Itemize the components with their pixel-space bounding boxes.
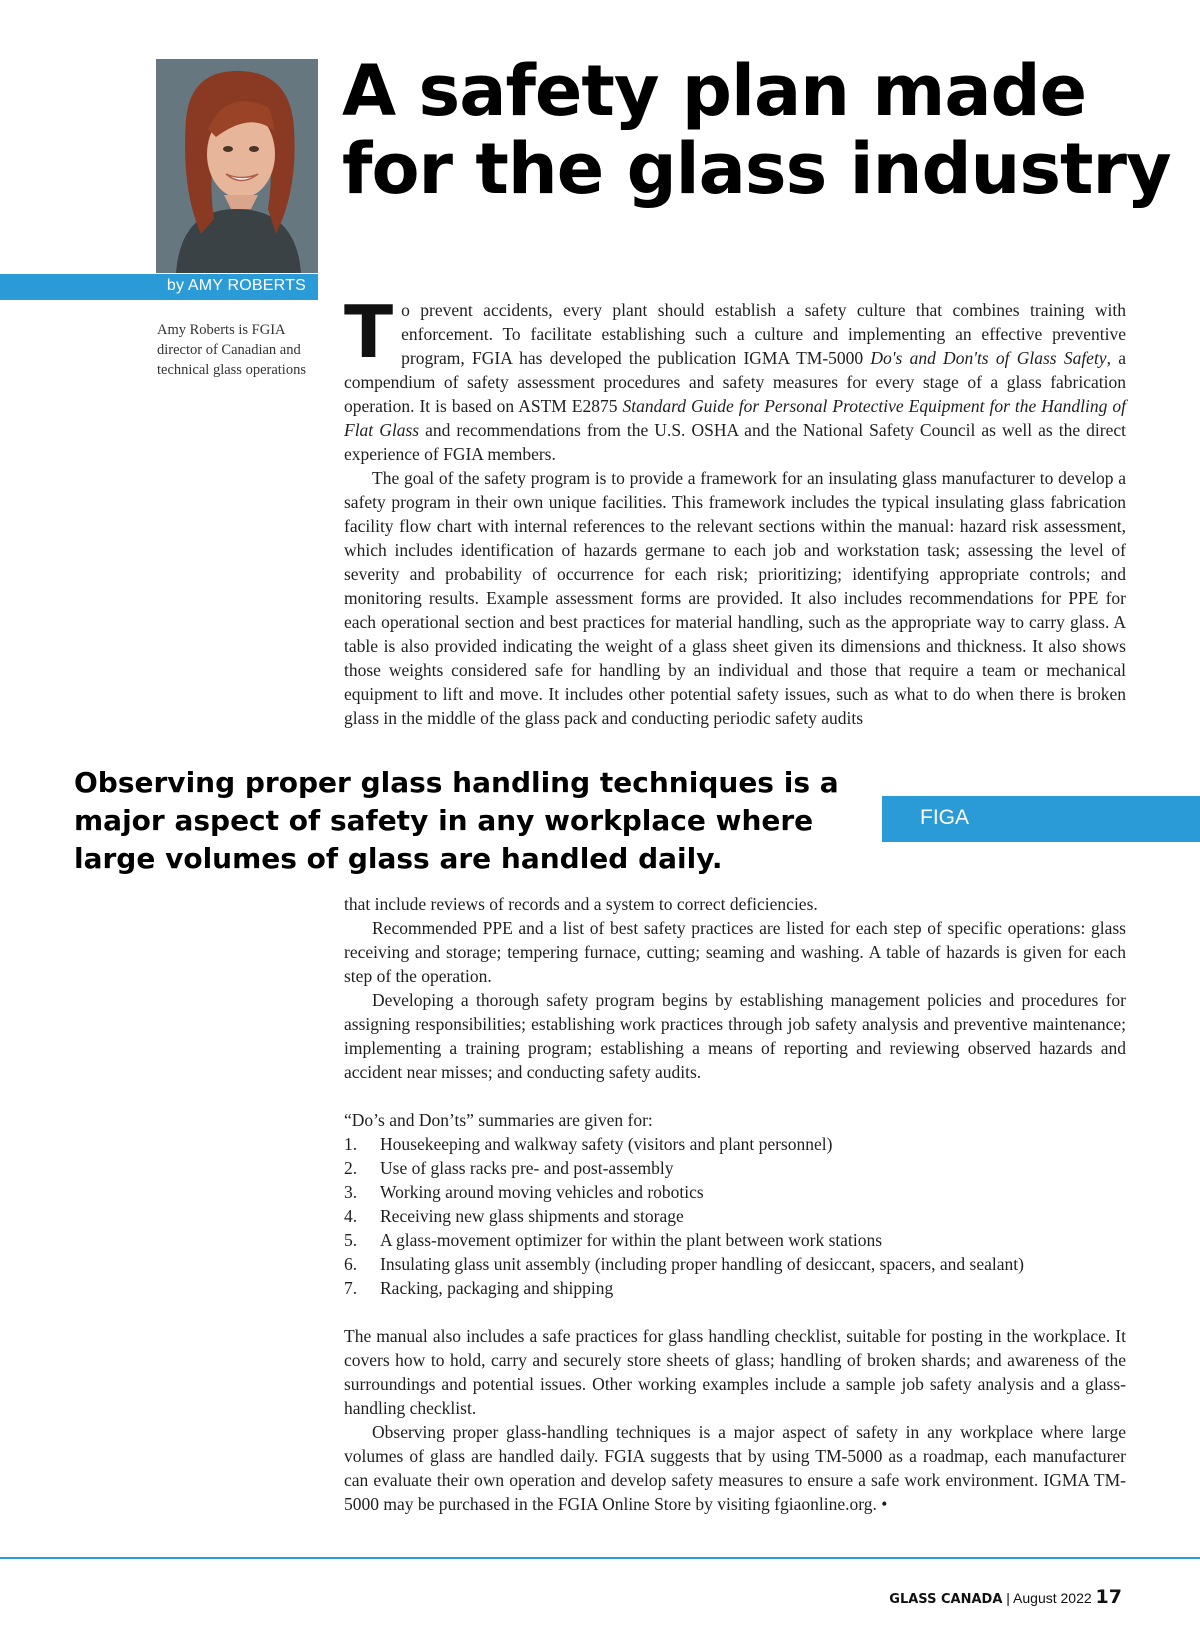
- byline-bar: [0, 274, 318, 300]
- list-item: 3. Working around moving vehicles and robotics: [344, 1182, 704, 1202]
- body-column-top: [344, 290, 1126, 730]
- dos-donts-list: [344, 1132, 1126, 1300]
- list-item: 4. Receiving new glass shipments and storage: [344, 1206, 684, 1226]
- body-column-bottom: [344, 892, 1126, 1516]
- page-number: 17: [1095, 1586, 1122, 1608]
- page-footer: GLASS CANADA | August 2022 17: [889, 1586, 1122, 1608]
- drop-cap: T: [344, 290, 394, 374]
- list-item: 6. Insulating glass unit assembly (including proper handling of desiccant, spacers, and sealant): [344, 1254, 1024, 1274]
- paragraph-2: The goal of the safety program is to provide a framework for an insulating glass manufacturer to develop a safety program in their own unique facilities. This framework includes the typical insulating glass fabrication facility flow chart with internal references to the relevant sections within the manual: hazard risk assessment, which includes identification of hazards germane to each job and workstation task; assessing the level of severity and probability of occurrence for each risk; prioritizing; identifying appropriate controls; and monitoring results. Example assessment forms are provided. It also includes recommendations for PPE for each operational section and best practices for material handling, such as the appropriate way to carry glass. A table is also provided indicating the weight of a glass sheet given its dimensions and thickness. It also shows those weights considered safe for handling by an individual and those that require a team or mechanical equipment to lift and move. It includes other potential safety issues, such as what to do when there is broken glass in the middle of the glass pack and conducting periodic safety audits: [344, 468, 1126, 728]
- photo-credit: FIGA: [920, 806, 970, 829]
- magazine-name: GLASS CANADA: [889, 1592, 1003, 1607]
- author-photo: [156, 59, 318, 273]
- list-intro: “Do’s and Don’ts” summaries are given for:: [344, 1110, 653, 1130]
- list-item: 2. Use of glass racks pre- and post-assembly: [344, 1158, 674, 1178]
- paragraph-3: Recommended PPE and a list of best safety practices are listed for each step of specific operations: glass receiving and storage; tempering furnace, cutting; seaming and washing. A table of hazards is given for each step of the operation.: [344, 918, 1126, 986]
- paragraph-1: To prevent accidents, every plant should establish a safety culture that combines training with enforcement. To facilitate establishing such a culture and implementing an effective preventive program, FGIA has developed the publication IGMA TM-5000 Do's and Don'ts of Glass Safety, a compendium of safety assessment procedures and safety measures for every stage of a glass fabrication operation. It is based on ASTM E2875 Standard Guide for Personal Protective Equipment for the Handling of Flat Glass and recommendations from the U.S. OSHA and the National Safety Council as well as the direct experience of FGIA members.: [344, 290, 1126, 464]
- list-item: 1. Housekeeping and walkway safety (visitors and plant personnel): [344, 1134, 833, 1154]
- author-bio: Amy Roberts is FGIA director of Canadian and technical glass operations: [157, 322, 306, 378]
- paragraph-5: The manual also includes a safe practices for glass handling checklist, suitable for posting in the workplace. It covers how to hold, carry and securely store sheets of glass; handling of broken shards; and awareness of the surroundings and potential issues. Other working examples include a sample job safety analysis and a glass-handling checklist.: [344, 1326, 1126, 1418]
- pull-quote: Observing proper glass handling techniques is a major aspect of safety in any workplace where large volumes of glass are handled daily.: [74, 766, 839, 875]
- article-title: A safety plan made for the glass industry: [342, 50, 1171, 210]
- paragraph-4: Developing a thorough safety program begins by establishing management policies and procedures for assigning responsibilities; establishing work practices through job safety analysis and preventive maintenance; implementing a training program; establishing a means of reporting and reviewing observed hazards and accident near misses; and conducting safety audits.: [344, 990, 1126, 1082]
- issue-date: August 2022: [1013, 1590, 1092, 1606]
- footer-rule: [0, 1557, 1200, 1559]
- photo-credit-bar: [882, 796, 1200, 842]
- list-item: 5. A glass-movement optimizer for within the plant between work stations: [344, 1230, 883, 1250]
- paragraph-2-continued: that include reviews of records and a system to correct deficiencies.: [344, 894, 818, 914]
- list-item: 7. Racking, packaging and shipping: [344, 1278, 614, 1298]
- paragraph-6: Observing proper glass-handling techniques is a major aspect of safety in any workplace where large volumes of glass are handled daily. FGIA suggests that by using TM-5000 as a roadmap, each manufacturer can evaluate their own operation and develop safety measures to ensure a safe work environment. IGMA TM-5000 may be purchased in the FGIA Online Store by visiting fgiaonline.org. •: [344, 1422, 1126, 1514]
- byline: by AMY ROBERTS: [166, 277, 306, 294]
